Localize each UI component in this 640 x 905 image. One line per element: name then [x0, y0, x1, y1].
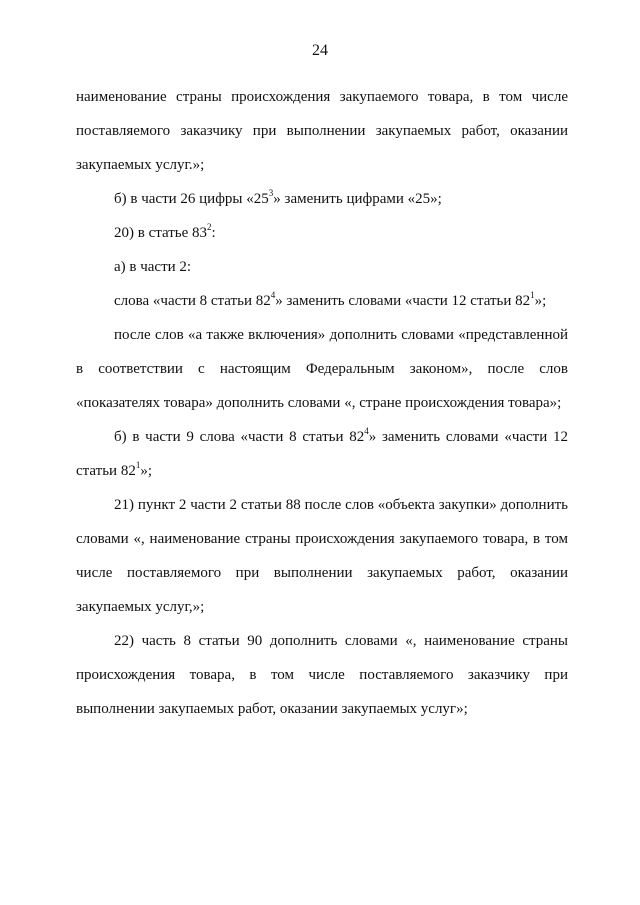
paragraph-text: б) в части 9 слова «части 8 статьи 82: [114, 429, 365, 445]
superscript: 4: [270, 290, 276, 300]
paragraph-continuation: наименование страны происхождения закупаемого товара, в том числе поставляемого заказчику при выполнении закупаемых работ, оказании закупаемых услуг.»;: [76, 89, 568, 173]
superscript: 1: [530, 290, 535, 300]
paragraph-text: б) в части 26 цифры «25: [114, 191, 269, 207]
paragraph-after-words: после слов «а также включения» дополнить словами «представленной в соответствии с настоящим Федеральным законом», после слов «показателях товара» дополнить словами «, стране происхождения товара»;: [76, 327, 568, 411]
document-body: [76, 80, 568, 726]
paragraph-item-b-part-9: [76, 420, 568, 488]
paragraph-item-21: 21) пункт 2 части 2 статьи 88 после слов «объекта закупки» дополнить словами «, наименование страны происхождения закупаемого товара, в том числе поставляемого при выполнении закупаемых работ, оказании закупаемых услуг,»;: [76, 497, 568, 615]
paragraph-text: 20) в статье 83: [114, 225, 208, 241]
page-number: 24: [312, 42, 328, 59]
paragraph-text: » заменить словами «части 12 статьи 82: [76, 429, 568, 479]
paragraph-text: »;: [534, 293, 547, 309]
paragraph-item-b-part-26: [76, 182, 568, 216]
paragraph-text: слова «части 8 статьи 82: [114, 293, 271, 309]
paragraph-text: :: [211, 225, 216, 241]
paragraph-words-replace: [76, 284, 568, 318]
superscript: 3: [268, 188, 274, 198]
paragraph-text: » заменить цифрами «25»;: [273, 191, 442, 207]
superscript: 4: [364, 426, 369, 436]
paragraph-text: »;: [140, 463, 153, 479]
paragraph-item-22: 22) часть 8 статьи 90 дополнить словами «, наименование страны происхождения товара, в том числе поставляемого заказчику при выполнении закупаемых работ, оказании закупаемых услуг»;: [76, 633, 568, 717]
superscript: 1: [135, 460, 141, 470]
superscript: 2: [207, 222, 212, 232]
paragraph-text: » заменить словами «части 12 статьи 82: [275, 293, 531, 309]
paragraph-item-20: [76, 216, 568, 250]
paragraph-item-a-part-2: а) в части 2:: [114, 259, 192, 275]
